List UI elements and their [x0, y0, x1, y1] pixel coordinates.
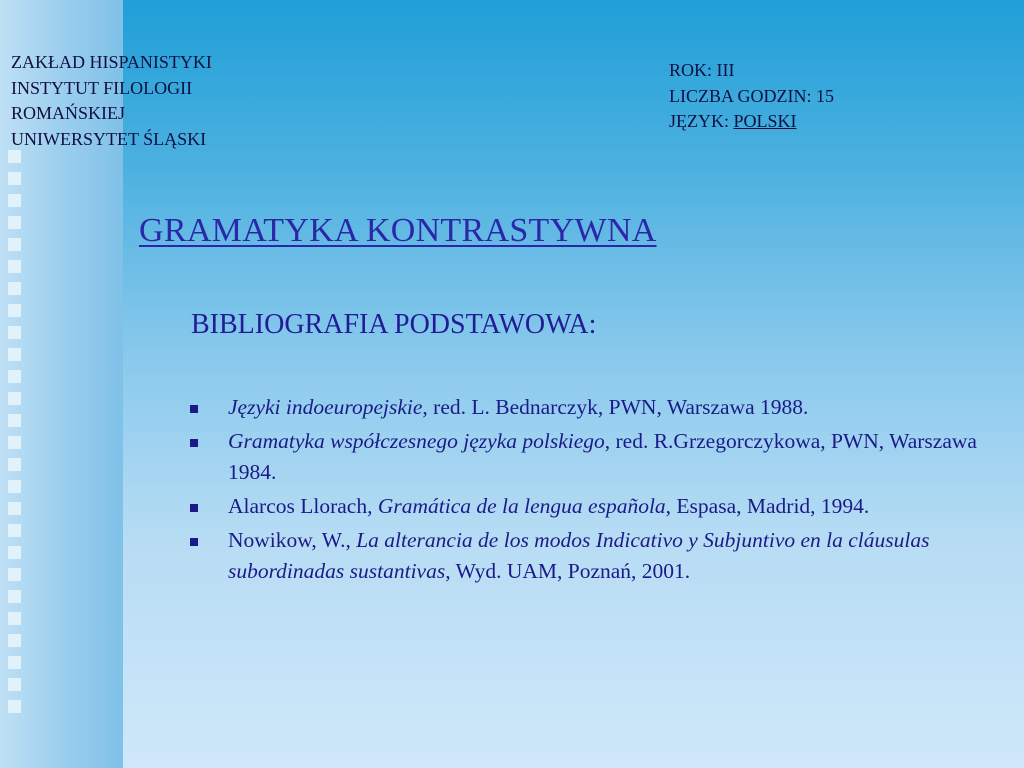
square-decoration: [8, 700, 21, 713]
square-decoration: [8, 194, 21, 207]
bib-title: Gramatyka współczesnego języka polskiego: [228, 429, 605, 453]
bib-author: Nowikow, W.,: [228, 528, 357, 552]
institution-block: [11, 50, 212, 152]
institution-line: ROMAŃSKIEJ: [11, 103, 126, 123]
bullet-icon: [190, 405, 198, 413]
list-item: [190, 491, 980, 522]
square-decoration: [8, 304, 21, 317]
course-year: ROK: III: [669, 60, 735, 80]
square-decoration: [8, 502, 21, 515]
list-item: [190, 525, 980, 587]
section-heading: BIBLIOGRAFIA PODSTAWOWA:: [191, 309, 597, 340]
bullet-icon: [190, 439, 198, 447]
page-title: GRAMATYKA KONTRASTYWNA: [139, 212, 657, 249]
square-decoration: [8, 458, 21, 471]
institution-line: INSTYTUT FILOLOGII: [11, 77, 193, 98]
square-decoration: [8, 590, 21, 603]
square-decoration: [8, 238, 21, 251]
square-decoration: [8, 370, 21, 383]
square-decoration: [8, 524, 21, 537]
bullet-icon: [190, 538, 198, 546]
course-meta: [669, 58, 834, 135]
square-decoration: [8, 568, 21, 581]
square-decoration: [8, 612, 21, 625]
square-decoration: [8, 282, 21, 295]
square-decoration: [8, 216, 21, 229]
square-decoration: [8, 348, 21, 361]
course-language: [669, 109, 834, 135]
bullet-icon: [190, 504, 198, 512]
square-decoration: [8, 678, 21, 691]
bib-title: , Gramática de la lengua española: [367, 494, 666, 518]
language-label: JĘZYK:: [669, 111, 734, 131]
bibliography-list: [190, 392, 980, 590]
course-hours: LICZBA GODZIN: 15: [669, 85, 834, 106]
institution-line: UNIWERSYTET ŚLĄSKI: [11, 128, 207, 149]
square-decoration: [8, 172, 21, 185]
square-decoration: [8, 414, 21, 427]
square-decoration: [8, 326, 21, 339]
square-decoration: [8, 656, 21, 669]
decorative-squares: [8, 150, 25, 722]
square-decoration: [8, 546, 21, 559]
language-value: POLSKI: [733, 111, 797, 131]
list-item: [190, 392, 980, 423]
bib-details: , red. L. Bednarczyk, PWN, Warszawa 1988.: [422, 395, 809, 419]
list-item: [190, 426, 980, 488]
bib-details: , Wyd. UAM, Poznań, 2001.: [445, 559, 691, 583]
square-decoration: [8, 392, 21, 405]
square-decoration: [8, 480, 21, 493]
square-decoration: [8, 634, 21, 647]
bib-title: La alterancia de los modos Indicativo y Subjuntivo en la cláusulas subordinadas sustantivas: [228, 528, 930, 583]
bib-details: , Espasa, Madrid, 1994.: [665, 494, 870, 518]
square-decoration: [8, 436, 21, 449]
institution-line: ZAKŁAD HISPANISTYKI: [11, 52, 212, 72]
bib-details: , red. R.Grzegorczykowa, PWN, Warszawa 1984.: [228, 429, 977, 484]
bib-title: Języki indoeuropejskie: [228, 395, 423, 419]
square-decoration: [8, 260, 21, 273]
bib-author: Alarcos Llorach: [228, 494, 368, 518]
